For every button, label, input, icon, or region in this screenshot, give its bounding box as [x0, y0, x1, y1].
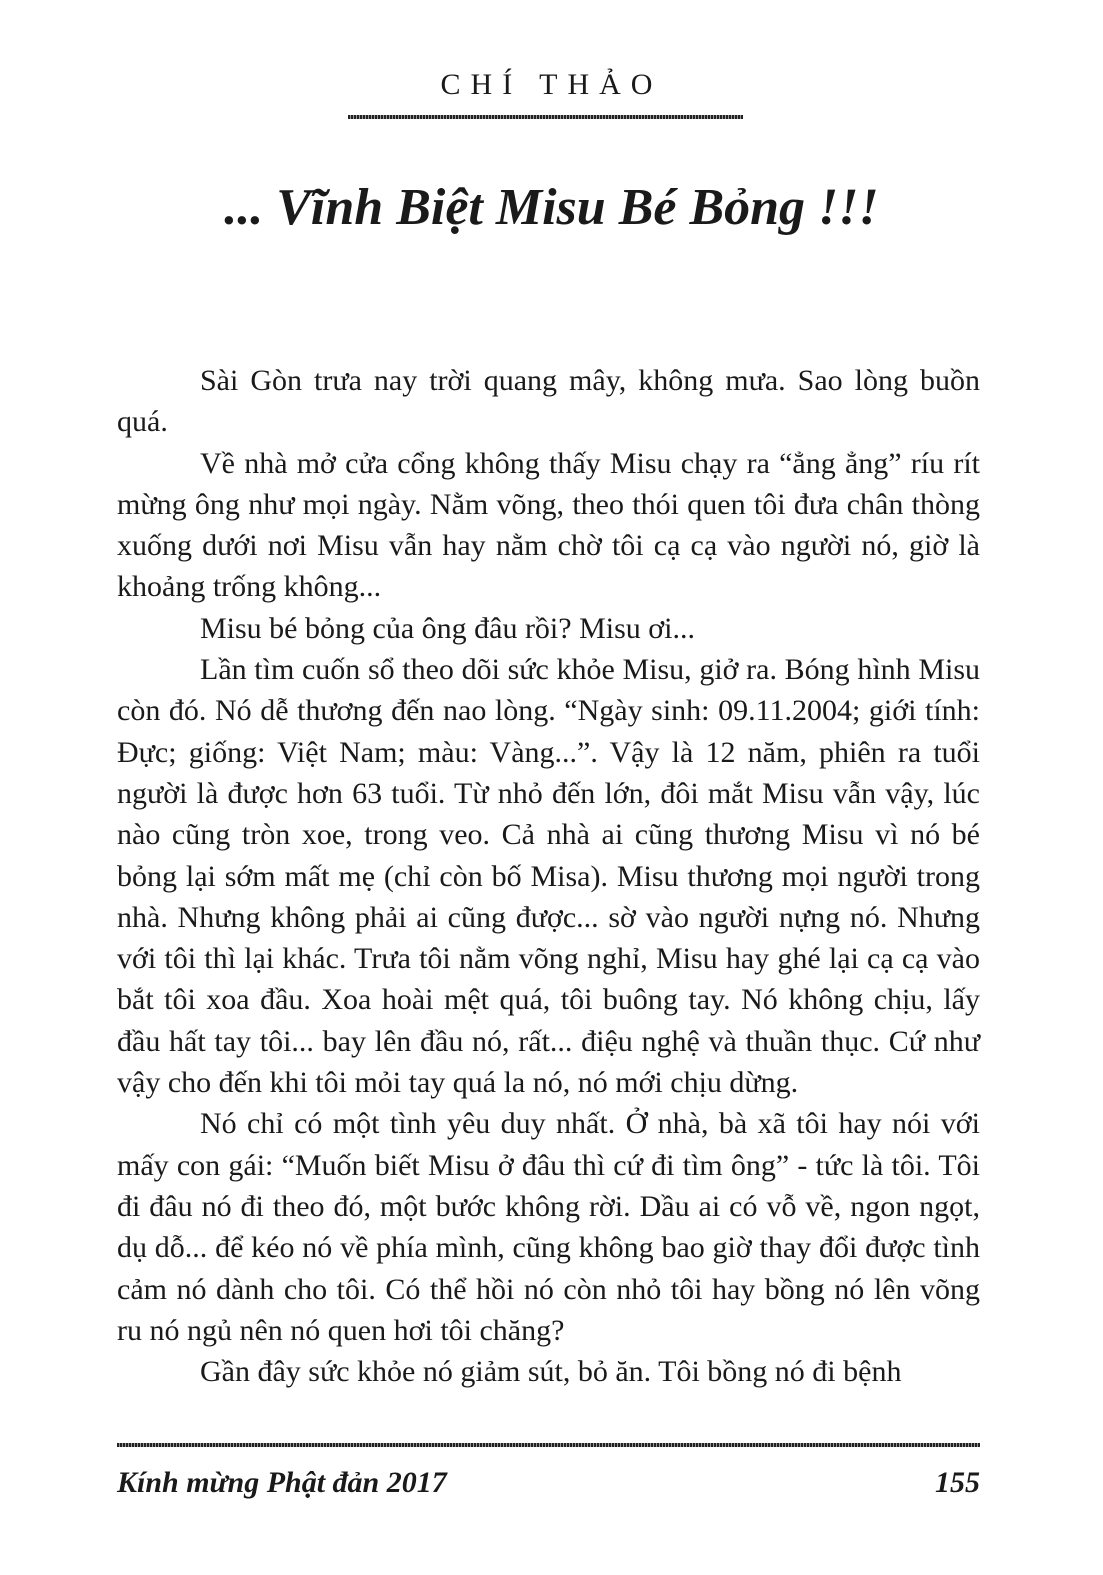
header-divider [348, 115, 743, 119]
article-body [117, 360, 980, 1392]
paragraph: Nó chỉ có một tình yêu duy nhất. Ở nhà, bà xã tôi hay nói với mấy con gái: “Muốn biết Misu ở đâu thì cứ đi tìm ông” - tức là tôi. Tôi đi đâu nó đi theo đó, một bước không rời. Dầu ai có vỗ về, ngon ngọt, dụ dỗ... để kéo nó về phía mình, cũng không bao giờ thay đổi được tình cảm nó dành cho tôi. Có thể hồi nó còn nhỏ tôi hay bồng nó lên võng ru nó ngủ nên nó quen hơi tôi chăng? [117, 1107, 980, 1347]
paragraph: Lần tìm cuốn sổ theo dõi sức khỏe Misu, giở ra. Bóng hình Misu còn đó. Nó dễ thương đến nao lòng. “Ngày sinh: 09.11.2004; giới tính: Đực; giống: Việt Nam; màu: Vàng...”. Vậy là 12 năm, phiên ra tuổi người là được hơn 63 tuổi. Từ nhỏ đến lớn, đôi mắt Misu vẫn vậy, lúc nào cũng tròn xoe, trong veo. Cả nhà ai cũng thương Misu vì nó bé bỏng lại sớm mất mẹ (chỉ còn bố Misa). Misu thương mọi người trong nhà. Nhưng không phải ai cũng được... sờ vào người nựng nó. Nhưng với tôi thì lại khác. Trưa tôi nằm võng nghỉ, Misu hay ghé lại cạ cạ vào bắt tôi xoa đầu. Xoa hoài mệt quá, tôi buông tay. Nó không chịu, lấy đầu hất tay tôi... bay lên đầu nó, rất... điệu nghệ và thuần thục. Cứ như vậy cho đến khi tôi mỏi tay quá la nó, nó mới chịu dừng. [117, 653, 980, 1100]
article-title: ... Vĩnh Biệt Misu Bé Bỏng !!! [224, 179, 879, 236]
footer-publication: Kính mừng Phật đản 2017 [117, 1466, 447, 1499]
running-header-author: CHÍ THẢO [440, 68, 663, 101]
paragraph: Về nhà mở cửa cổng không thấy Misu chạy ra “ẳng ẳng” ríu rít mừng ông như mọi ngày. Nằm võng, theo thói quen tôi đưa chân thòng xuống dưới nơi Misu vẫn hay nằm chờ tôi cạ cạ vào người nó, giờ là khoảng trống không... [117, 446, 980, 604]
page-number: 155 [935, 1466, 980, 1499]
footer-divider [117, 1443, 980, 1447]
paragraph: Misu bé bỏng của ông đâu rồi? Misu ơi... [200, 611, 695, 645]
paragraph: Sài Gòn trưa nay trời quang mây, không mưa. Sao lòng buồn quá. [117, 364, 980, 439]
paragraph: Gần đây sức khỏe nó giảm sút, bỏ ăn. Tôi bồng nó đi bệnh [200, 1355, 902, 1389]
